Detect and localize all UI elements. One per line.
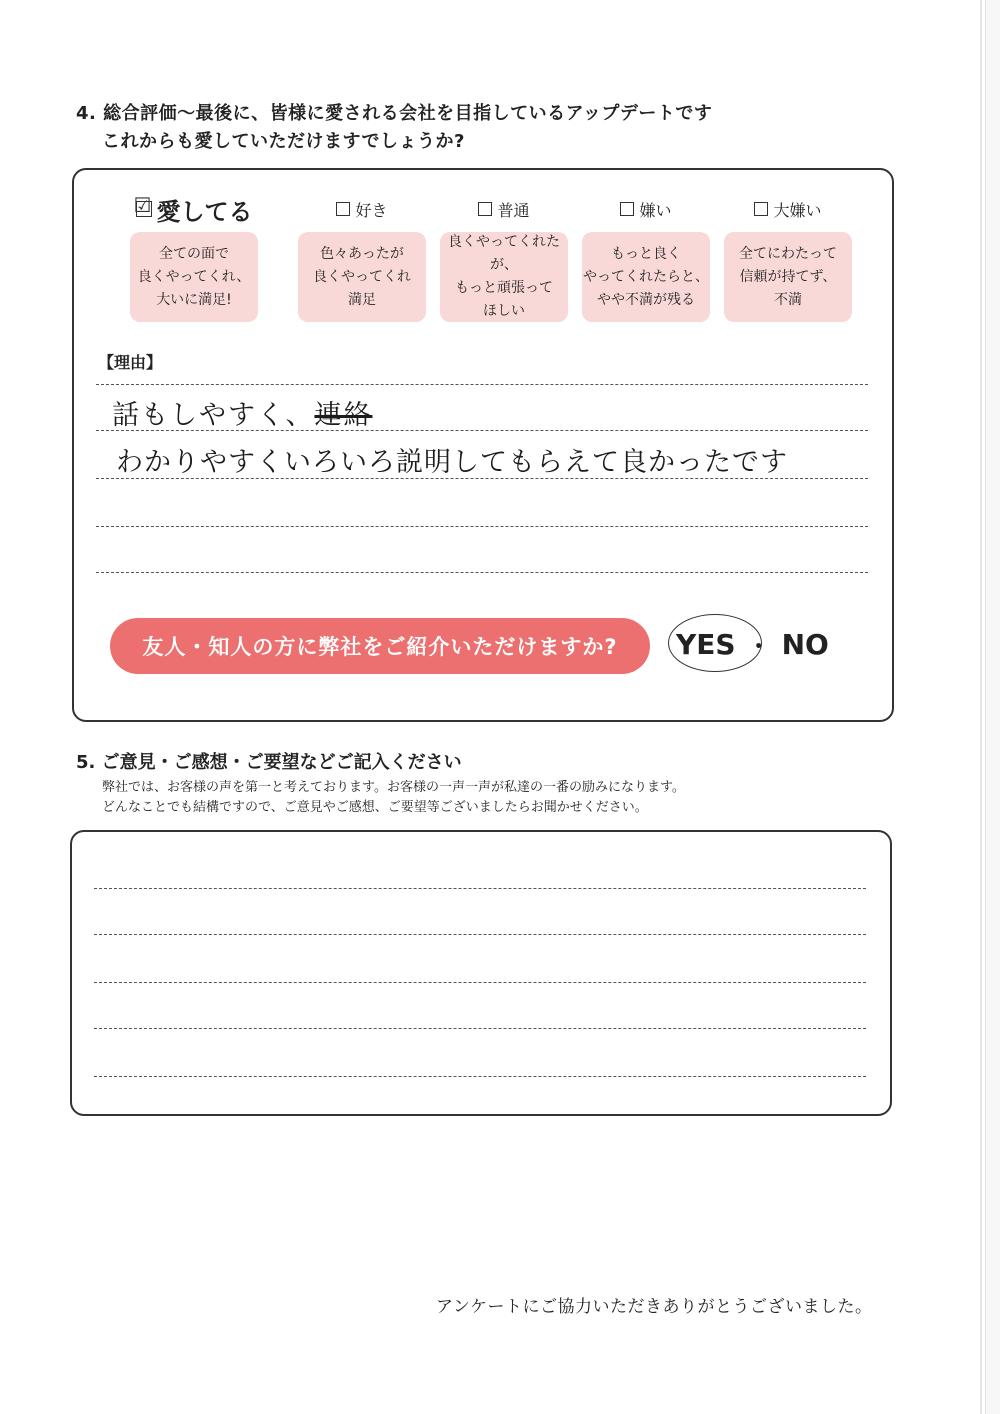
reason-rule-5 bbox=[96, 572, 868, 573]
option-love-label: 愛してる bbox=[156, 197, 253, 226]
reason-line1-text: 話もしやすく、 bbox=[112, 400, 315, 431]
yes-no-separator: ・ bbox=[747, 635, 770, 660]
section5-title: 5. ご意見・ご感想・ご要望などご記入ください bbox=[76, 752, 462, 773]
comment-rule-4 bbox=[94, 1028, 866, 1029]
option-hate-label: 大嫌い bbox=[773, 200, 822, 220]
option-dislike-label: 嫌い bbox=[639, 200, 672, 220]
check-mark-icon: ☑ bbox=[133, 193, 152, 217]
section4-title bbox=[76, 100, 712, 156]
option-hate[interactable] bbox=[716, 192, 860, 322]
page-fold-line bbox=[980, 0, 982, 1414]
option-like-desc: 色々あったが 良くやってくれ 満足 bbox=[298, 232, 426, 322]
referral-question: 友人・知人の方に弊社をご紹介いただけますか? bbox=[110, 618, 650, 674]
comment-rule-1 bbox=[94, 888, 866, 889]
checkbox-normal[interactable] bbox=[478, 202, 492, 216]
checkbox-like[interactable] bbox=[336, 202, 350, 216]
section5-body bbox=[102, 778, 685, 818]
comment-rule-5 bbox=[94, 1076, 866, 1077]
option-hate-desc: 全てにわたって 信頼が持てず、 不満 bbox=[724, 232, 852, 322]
checkbox-hate[interactable] bbox=[754, 202, 768, 216]
option-dislike[interactable] bbox=[574, 192, 718, 322]
reason-rule-1 bbox=[96, 384, 868, 385]
option-like[interactable] bbox=[290, 192, 434, 322]
checkbox-love[interactable] bbox=[133, 193, 152, 217]
option-normal-label: 普通 bbox=[497, 200, 530, 220]
section4-title-line2: これからも愛していただけますでしょうか? bbox=[102, 131, 465, 152]
yes-option[interactable]: YES bbox=[676, 628, 736, 661]
section5-body-line2: どんなことでも結構ですので、ご意見やご感想、ご要望等ございましたらお聞かせください。 bbox=[102, 800, 648, 815]
option-love-desc: 全ての面で 良くやってくれ、 大いに満足! bbox=[130, 232, 258, 322]
thanks-message: アンケートにご協力いただきありがとうございました。 bbox=[436, 1297, 873, 1317]
option-dislike-desc: もっと良く やってくれたらと、 やや不満が残る bbox=[582, 232, 710, 322]
comment-rule-2 bbox=[94, 934, 866, 935]
reason-rule-4 bbox=[96, 526, 868, 527]
yes-no-choice bbox=[676, 628, 829, 661]
reason-label: 【理由】 bbox=[98, 353, 163, 372]
option-normal[interactable] bbox=[432, 192, 576, 322]
section4-title-line1: 4. 総合評価〜最後に、皆様に愛される会社を目指しているアップデートです bbox=[76, 103, 713, 124]
option-normal-desc: 良くやってくれたが、 もっと頑張って ほしい bbox=[440, 232, 568, 322]
section5-body-line1: 弊社では、お客様の声を第一と考えております。お客様の一声一声が私達の一番の励みになります。 bbox=[102, 780, 685, 795]
no-option[interactable]: NO bbox=[781, 628, 829, 661]
option-love[interactable] bbox=[122, 192, 266, 322]
page-edge bbox=[985, 0, 1000, 1414]
reason-line1-struck: 連絡 bbox=[314, 400, 373, 431]
comment-rule-3 bbox=[94, 982, 866, 983]
handwritten-reason-line1 bbox=[112, 393, 372, 432]
handwritten-reason-line2: わかりやすくいろいろ説明してもらえて良かったです bbox=[116, 447, 788, 478]
option-like-label: 好き bbox=[355, 200, 388, 220]
checkbox-dislike[interactable] bbox=[620, 202, 634, 216]
comments-box[interactable] bbox=[70, 830, 892, 1116]
